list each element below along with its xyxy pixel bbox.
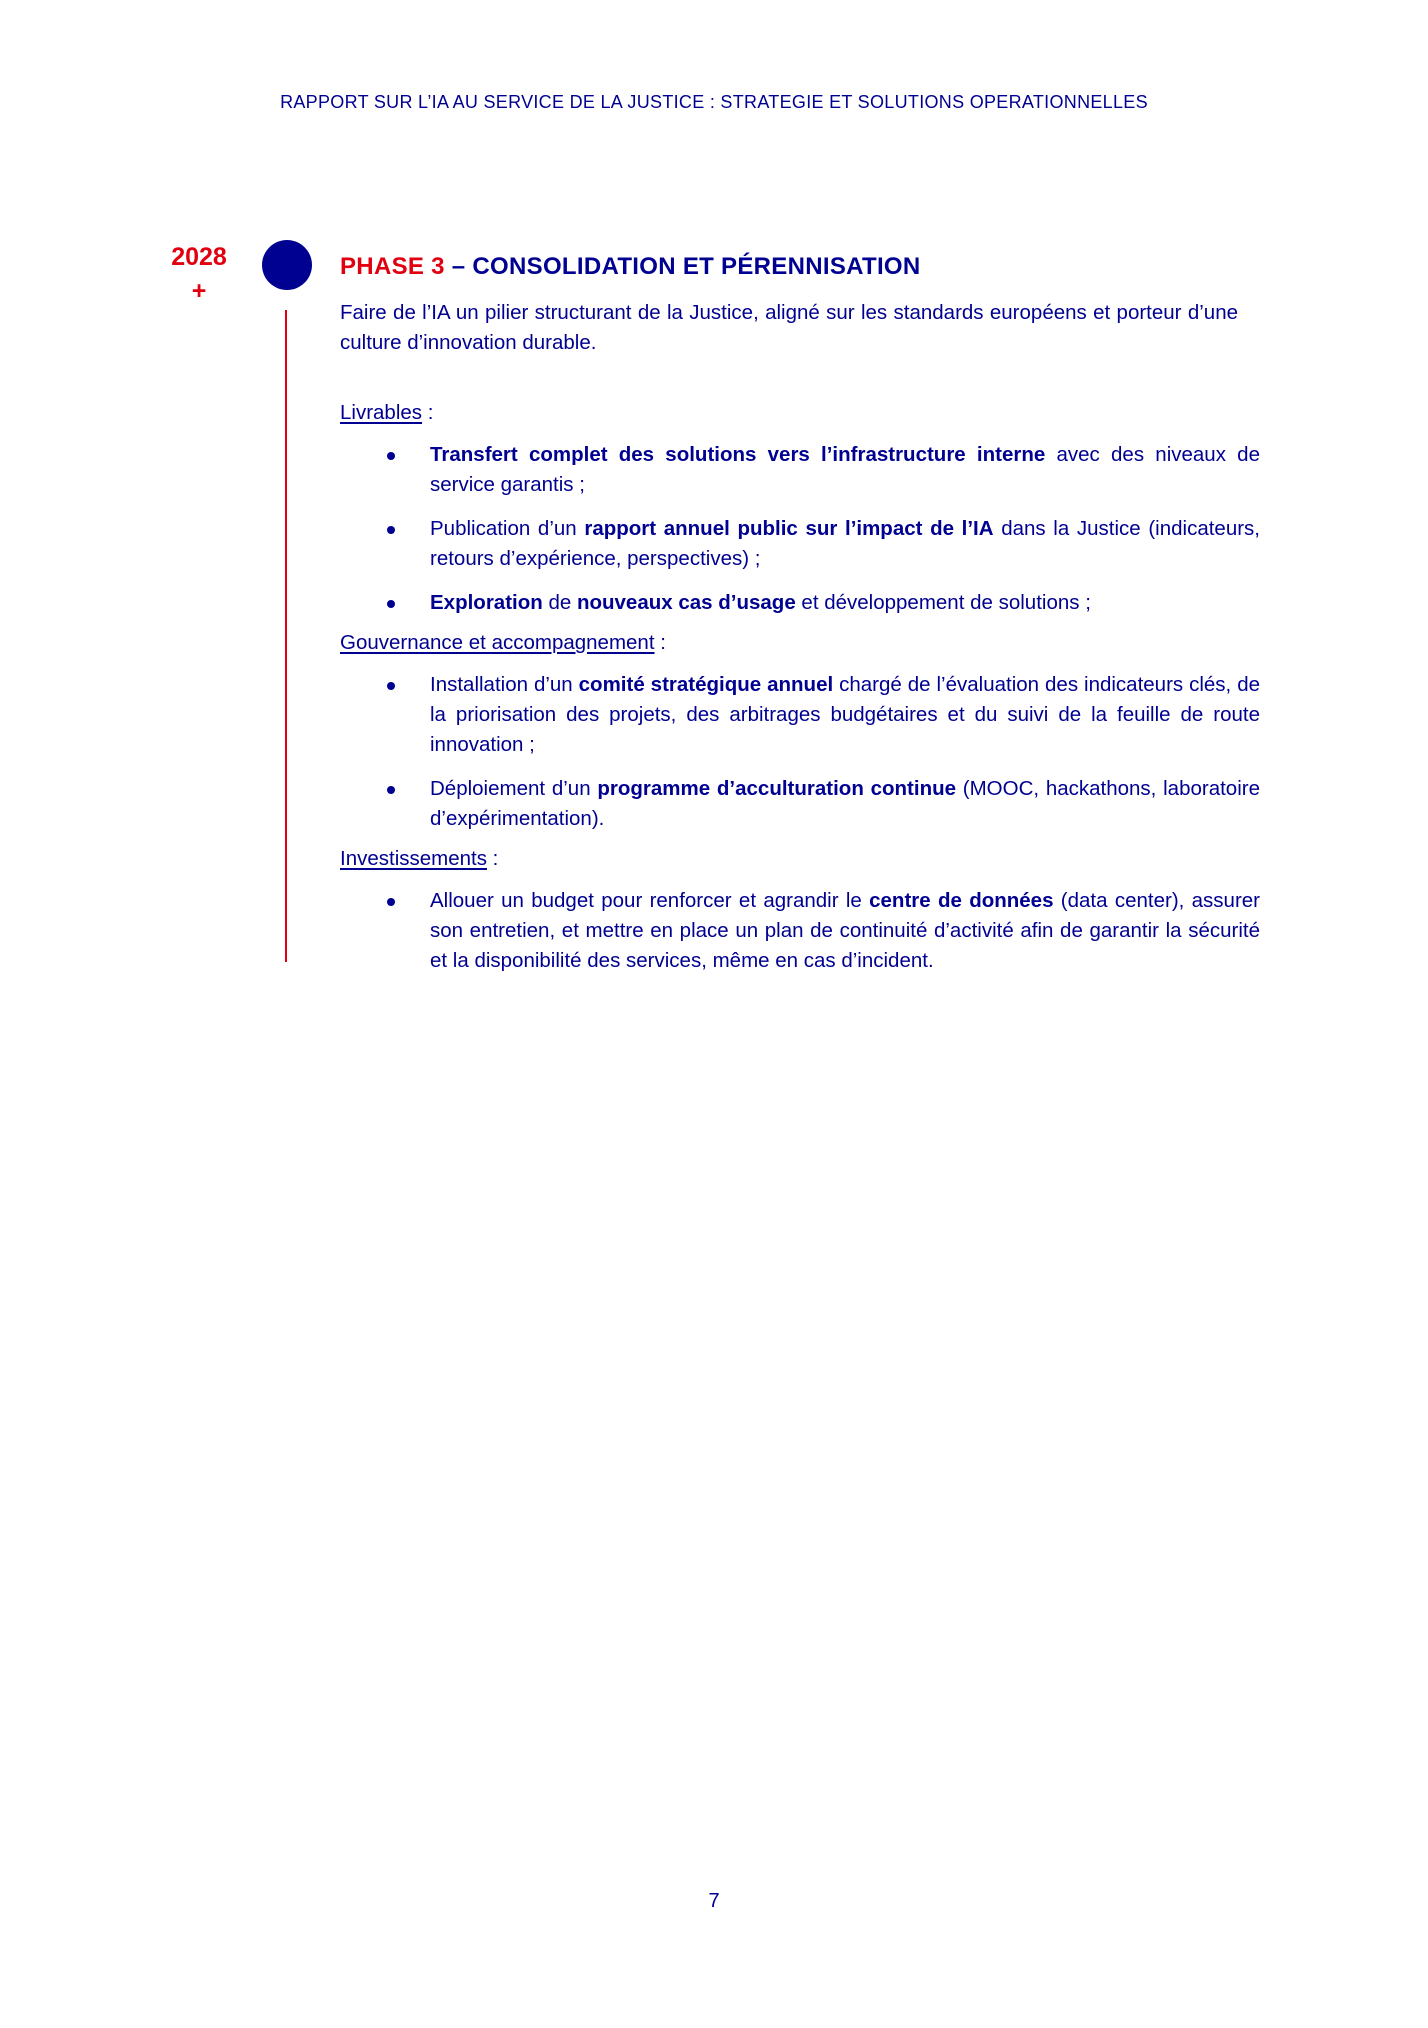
running-header: RAPPORT SUR L’IA AU SERVICE DE LA JUSTICE : STRATEGIE ET SOLUTIONS OPERATIONNELLES [280,92,1148,112]
phase-number: PHASE 3 [340,253,445,280]
phase-intro-part-2: culture d’innovation durable. [340,331,597,354]
timeline-dot-icon [262,240,312,290]
section-label-gouvernance: Gouvernance et accompagnement : [340,631,666,654]
phase-intro-part-1: Faire de l’IA un pilier structurant de la Justice, aligné sur les standards européens et porteur d’une [340,301,1238,324]
gouvernance-list [340,670,1260,834]
phase-title-text: CONSOLIDATION ET PÉRENNISATION [472,253,921,280]
timeline-line [285,310,287,962]
section-label-investissements: Investissements : [340,847,499,870]
bullet-icon [387,898,395,906]
timeline-year [160,240,238,308]
bullet-icon [387,452,395,460]
bullet-icon [387,786,395,794]
phase-intro [340,298,1260,358]
bullet-icon [387,600,395,608]
page-number: 7 [708,1890,720,1912]
bullet-icon [387,682,395,690]
list-item: Publication d’un rapport annuel public sur l’impact de l’IA dans la Justice (indicateurs, retours d’expérience, perspectives) ; [340,514,1260,574]
list-item: Allouer un budget pour renforcer et agrandir le centre de données (data center), assurer son entretien, et mettre en place un plan de continuité d’activité afin de garantir la sécurité et la disponibilité des services, même en cas d’incident. [340,886,1260,976]
list-item: Installation d’un comité stratégique annuel chargé de l’évaluation des indicateurs clés, de la priorisation des projets, des arbitrages budgétaires et du suivi de la feuille de route innovation ; [340,670,1260,760]
list-item: Déploiement d’un programme d’acculturation continue (MOOC, hackathons, laboratoire d’expérimentation). [340,774,1260,834]
timeline-year-value: 2028 [171,243,227,271]
investissements-list [340,886,1260,976]
bullet-icon [387,526,395,534]
list-item: Transfert complet des solutions vers l’infrastructure interne avec des niveaux de service garantis ; [340,440,1260,500]
phase-title-separator: – [444,253,473,280]
list-item: Exploration de nouveaux cas d’usage et développement de solutions ; [340,588,1260,618]
livrables-list [340,440,1260,618]
phase-title [340,250,1260,284]
phase-content [340,250,1260,976]
section-label-livrables: Livrables : [340,401,434,424]
timeline-year-suffix: + [191,277,207,305]
